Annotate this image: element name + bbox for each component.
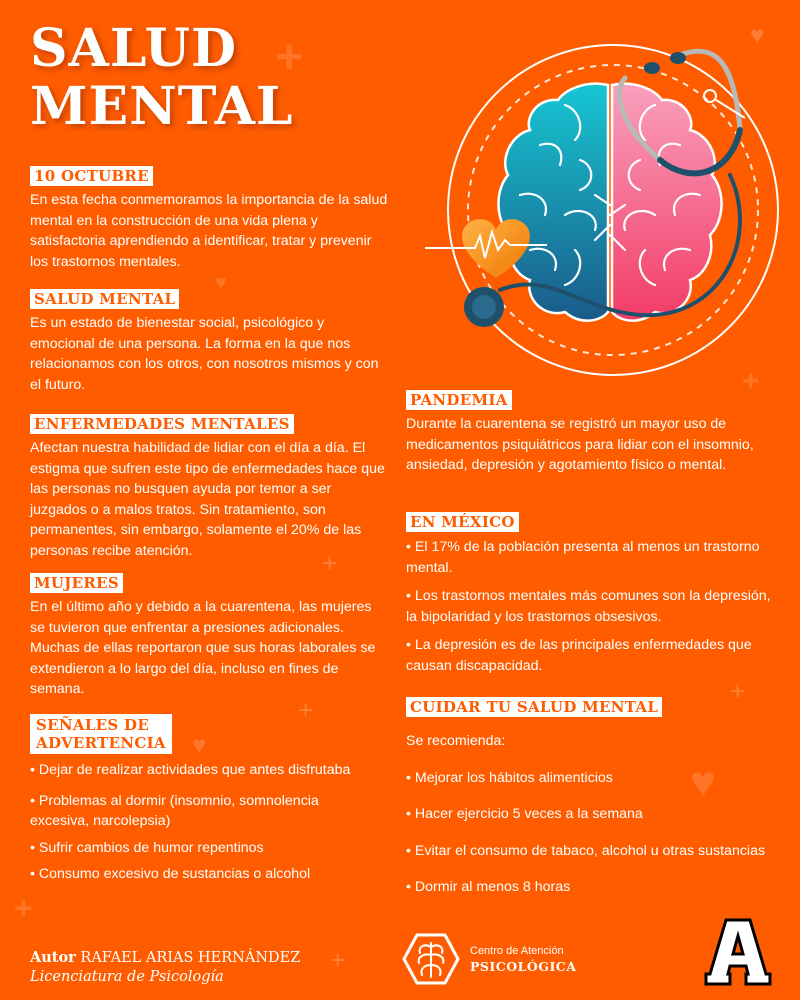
list-item: • Problemas al dormir (insomnio, somnolencia excesiva, narcolepsia)	[30, 792, 319, 829]
plus-icon: +	[330, 945, 346, 975]
section-body: Afectan nuestra habilidad de lidiar con el día a día. El estigma que sufren este tipo de enfermedades hace que las personas no busquen ayuda por temor a ser juzgados o a malos tratos. Sin tratamiento, son permanentes, sin embargo, solamente el 20% de las personas recibe atención.	[30, 440, 385, 559]
author-name: RAFAEL ARIAS HERNÁNDEZ	[80, 950, 301, 966]
intro-text: Se recomienda:	[406, 733, 506, 749]
section-body: En esta fecha conmemoramos la importancia de la salud mental en la construcción de una vida plena y satisfactoria aprendiendo a identificar, tratar y prevenir los trastornos mentales.	[30, 192, 388, 270]
list-item: • La depresión es de las principales enfermedades que causan discapacidad.	[406, 637, 752, 674]
section-body: Durante la cuarentena se registró un mayor uso de medicamentos psiquiátricos para lidiar con el insomnio, ansiedad, depresión y agotamiento físico o mental.	[406, 416, 754, 473]
page-title	[30, 20, 294, 136]
section-body: Es un estado de bienestar social, psicológico y emocional de una persona. La forma en la que nos relacionamos con los otros, con nosotros mismos y con el futuro.	[30, 315, 379, 393]
list-item: • Consumo excesivo de sustancias o alcohol	[30, 866, 311, 882]
section-mujeres	[30, 573, 380, 700]
section-10-octubre	[30, 166, 390, 272]
logo-text-line-1: Centro de Atención	[470, 945, 564, 957]
list-item: • Hacer ejercicio 5 veces a la semana	[406, 806, 643, 822]
section-heading: SALUD MENTAL	[30, 289, 179, 309]
heading-line-2: ADVERTENCIA	[36, 734, 166, 752]
brain-hexagon-logo	[402, 933, 460, 985]
section-en-mexico	[406, 512, 771, 676]
section-salud-mental	[30, 289, 385, 395]
list-item: • El 17% de la población presenta al menos un trastorno mental.	[406, 539, 760, 576]
list-item: • Los trastornos mentales más comunes son la depresión, la bipolaridad y los trastornos obsesivos.	[406, 588, 771, 625]
list-item: • Dormir al menos 8 horas	[406, 879, 571, 895]
plus-icon: +	[298, 695, 314, 725]
section-heading	[30, 714, 172, 754]
title-line-1: SALUD	[30, 18, 238, 79]
plus-icon: +	[14, 890, 33, 926]
logo-text-line-2: PSICOLÓGICA	[470, 959, 577, 974]
section-heading: CUIDAR TU SALUD MENTAL	[406, 697, 662, 717]
plus-icon: +	[730, 676, 746, 706]
letter-a-logo	[704, 916, 772, 986]
centro-atencion-logo	[402, 933, 576, 985]
section-cuidar-salud-mental	[406, 697, 786, 898]
section-body: En el último año y debido a la cuarentena, las mujeres se tuvieron que enfrentar a presiones adicionales. Muchas de ellas reportaron que sus horas laborales se extendieron a lo largo del día, incluso en fines de semana.	[30, 599, 376, 697]
heart-icon: ♥	[750, 22, 765, 49]
title-line-2: MENTAL	[30, 76, 294, 137]
brain-illustration	[400, 0, 800, 400]
list-item: • Dejar de realizar actividades que antes disfrutaba	[30, 762, 351, 778]
section-senales-advertencia	[30, 714, 380, 885]
heart-icon: ♥	[690, 758, 717, 807]
heading-line-1: SEÑALES DE	[36, 716, 150, 734]
section-pandemia	[406, 390, 756, 476]
section-heading: EN MÉXICO	[406, 512, 519, 532]
list-item: • Sufrir cambios de humor repentinos	[30, 839, 264, 856]
section-heading: 10 OCTUBRE	[30, 166, 153, 186]
plus-icon: +	[275, 31, 304, 84]
heart-icon: ♥	[192, 732, 207, 759]
author-credit	[30, 948, 300, 987]
section-heading: PANDEMIA	[406, 390, 512, 410]
section-heading: ENFERMEDADES MENTALES	[30, 414, 294, 434]
author-label: Autor	[30, 949, 76, 966]
section-heading: MUJERES	[30, 573, 123, 593]
author-career: Licenciatura de Psicología	[30, 969, 224, 985]
section-enfermedades-mentales	[30, 414, 390, 561]
plus-icon: +	[322, 548, 338, 578]
heart-icon: ♥	[215, 272, 227, 294]
list-item: • Evitar el consumo de tabaco, alcohol u otras sustancias	[406, 842, 766, 859]
plus-icon: +	[742, 365, 760, 398]
list-item: • Mejorar los hábitos alimenticios	[406, 769, 613, 786]
